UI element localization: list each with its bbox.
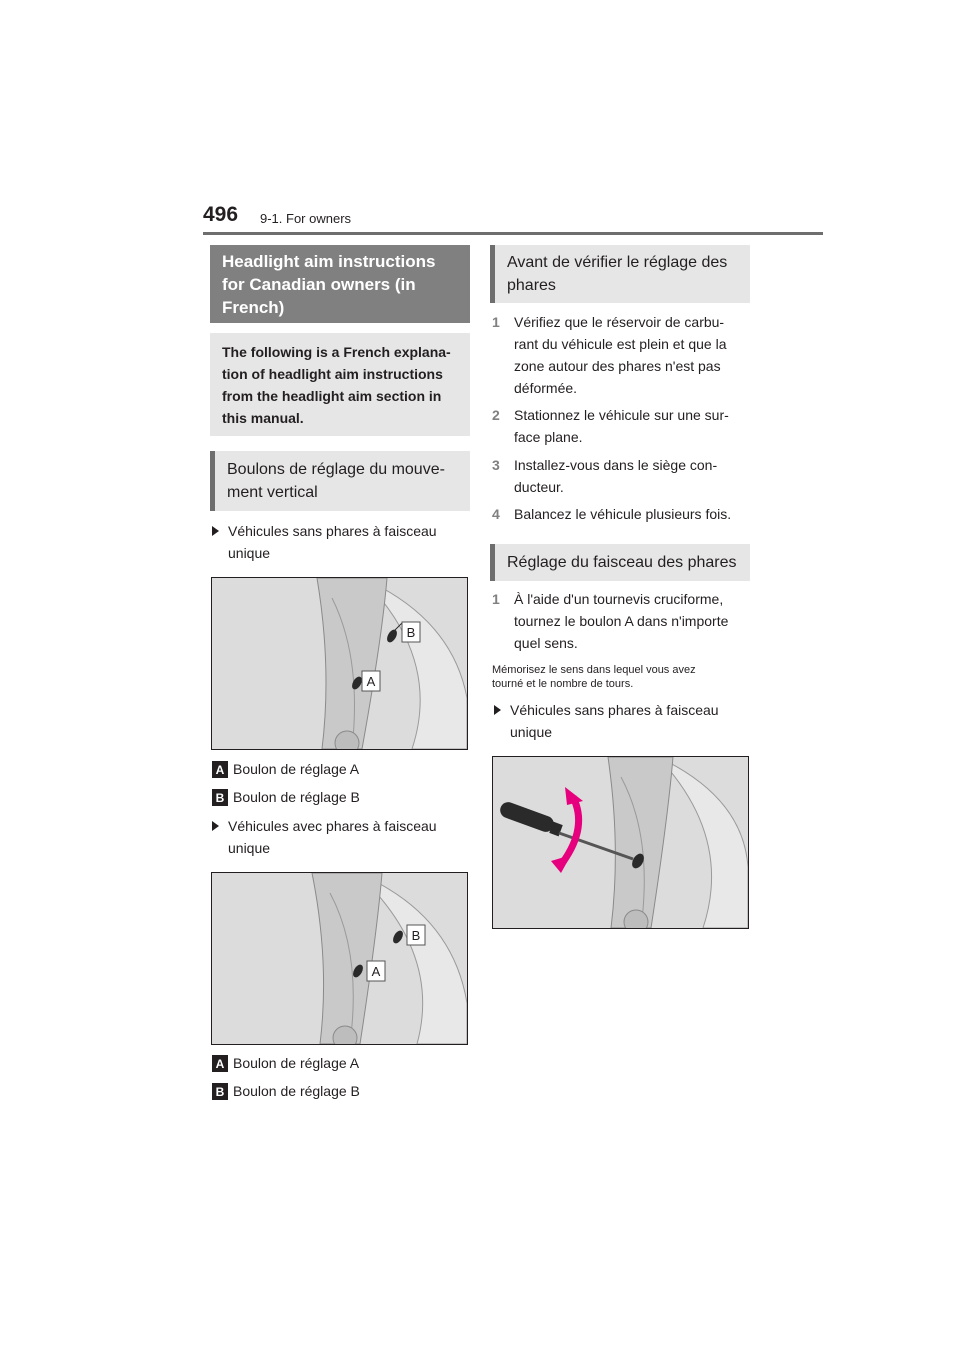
callout-b-label: B <box>406 625 416 640</box>
step-line: Installez-vous dans le siège con- <box>514 457 718 473</box>
bullet-triangle-icon <box>494 705 501 715</box>
bullet-line: unique <box>510 724 553 740</box>
intro-line: from the headlight aim section in <box>222 388 442 404</box>
bullet-item <box>212 520 472 566</box>
badge-b: B <box>212 789 228 806</box>
section-title: 9-1. For owners <box>260 211 352 226</box>
bullet-triangle-icon <box>212 526 219 536</box>
figure-screwdriver-adjust <box>492 756 749 929</box>
step-line: rant du véhicule est plein et que la <box>514 336 727 352</box>
note-line: tourné et le nombre de tours. <box>492 678 634 690</box>
title-block <box>210 245 470 323</box>
bullet-line: unique <box>228 545 271 561</box>
step-number: 2 <box>492 407 500 423</box>
step-line: tournez le boulon A dans n'importe <box>514 613 729 629</box>
step-item <box>492 588 754 654</box>
badge-b: B <box>212 1083 228 1100</box>
step-number: 1 <box>492 591 500 607</box>
badge-a: A <box>212 761 228 778</box>
intro-line: tion of headlight aim instructions <box>222 366 443 382</box>
bullet-line: Véhicules avec phares à faisceau <box>228 818 437 834</box>
legend-text: Boulon de réglage B <box>233 1083 360 1099</box>
step-number: 3 <box>492 457 500 473</box>
note-text <box>492 663 754 691</box>
note-line: Mémorisez le sens dans lequel vous avez <box>492 664 696 676</box>
bullet-item <box>494 699 754 745</box>
step-line: déformée. <box>514 380 578 396</box>
callout-b-label: B <box>411 928 421 943</box>
legend-text: Boulon de réglage A <box>233 1055 360 1071</box>
step-item <box>492 311 754 399</box>
callout-a-label: A <box>371 964 381 979</box>
title-line: French) <box>222 297 285 317</box>
figure-headlight-bolts-2 <box>211 872 468 1045</box>
bullet-triangle-icon <box>212 821 219 831</box>
heading-before-checking <box>490 245 750 303</box>
subheading-line: ment vertical <box>227 484 318 501</box>
intro-line: this manual. <box>222 410 304 426</box>
step-number: 4 <box>492 506 500 522</box>
heading-line: Réglage du faisceau des phares <box>507 554 737 571</box>
step-line: face plane. <box>514 429 583 445</box>
intro-line: The following is a French explana- <box>222 344 451 360</box>
step-item <box>492 454 754 498</box>
step-line: ducteur. <box>514 479 564 495</box>
badge-a: A <box>212 1055 228 1072</box>
title-line: Headlight aim instructions <box>222 251 436 271</box>
legend-text: Boulon de réglage B <box>233 789 360 805</box>
intro-box <box>210 333 470 436</box>
bullet-line: Véhicules sans phares à faisceau <box>228 523 437 539</box>
bullet-line: Véhicules sans phares à faisceau <box>510 702 719 718</box>
page-number: 496 <box>203 203 239 226</box>
heading-beam-adjustment <box>490 544 750 581</box>
subheading-vertical-bolts <box>210 451 470 511</box>
heading-line: Avant de vérifier le réglage des <box>507 254 728 271</box>
step-item <box>492 503 754 525</box>
subheading-line: Boulons de réglage du mouve- <box>227 461 445 478</box>
bullet-item <box>212 815 472 861</box>
heading-line: phares <box>507 277 556 294</box>
legend-text: Boulon de réglage A <box>233 761 360 777</box>
step-line: zone autour des phares n'est pas <box>514 358 721 374</box>
title-line: for Canadian owners (in <box>222 274 416 294</box>
bullet-line: unique <box>228 840 271 856</box>
step-line: À l'aide d'un tournevis cruciforme, <box>514 591 724 607</box>
callout-a-label: A <box>366 674 376 689</box>
step-line: Vérifiez que le réservoir de carbu- <box>514 314 725 330</box>
figure-headlight-bolts-1 <box>211 577 468 750</box>
step-line: Stationnez le véhicule sur une sur- <box>514 407 729 423</box>
header-rule <box>203 232 823 235</box>
step-line: quel sens. <box>514 635 578 651</box>
step-number: 1 <box>492 314 500 330</box>
step-item <box>492 404 754 448</box>
step-line: Balancez le véhicule plusieurs fois. <box>514 506 732 522</box>
